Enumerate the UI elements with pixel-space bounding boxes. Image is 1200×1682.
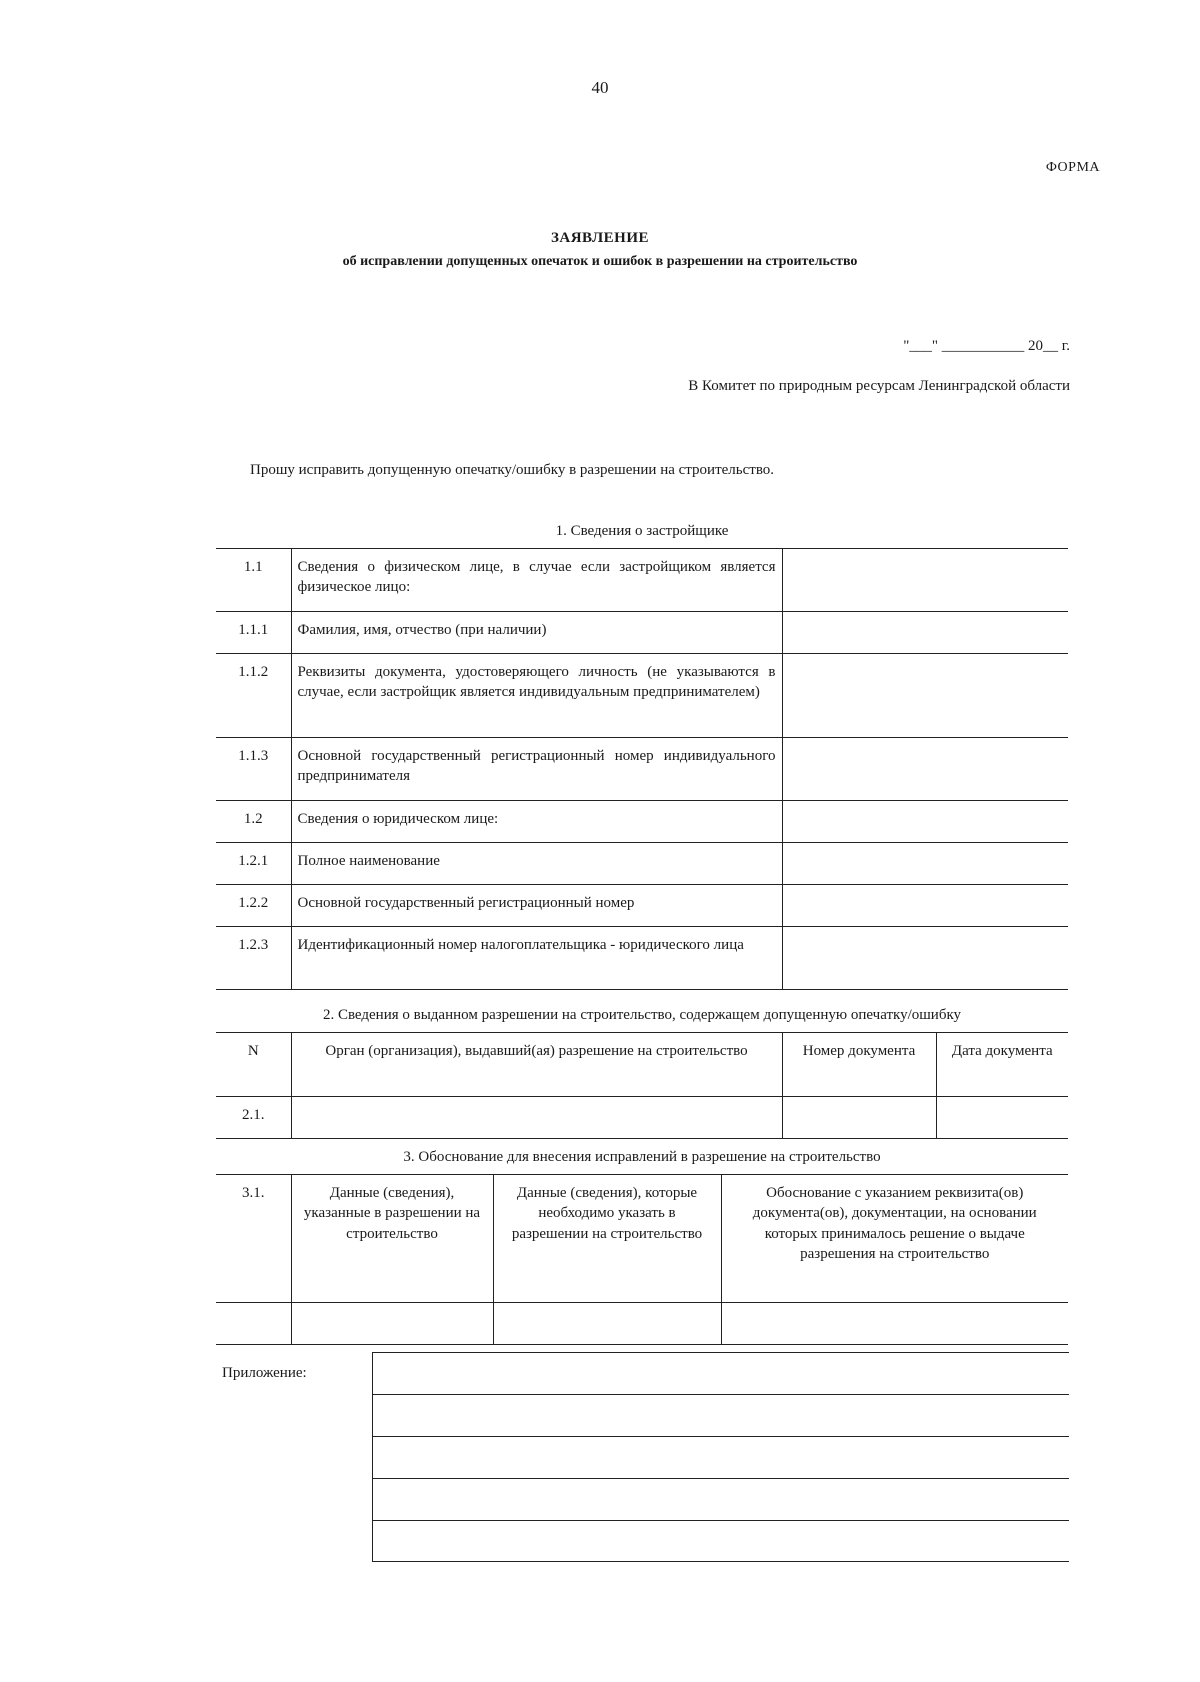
column-header: Номер документа (782, 1033, 936, 1097)
row-number: 1.2.3 (216, 927, 291, 990)
addressee: В Комитет по природным ресурсам Ленинградской области (688, 378, 1070, 394)
table-row (216, 549, 1068, 612)
table-row (216, 885, 1068, 927)
row-label: Реквизиты документа, удостоверяющего личность (не указываются в случае, если застройщик является индивидуальным предпринимателем) (291, 654, 782, 738)
doc-number-cell[interactable] (782, 1097, 936, 1139)
row-number: 1.2 (216, 801, 291, 843)
table-row (216, 1097, 1068, 1139)
column-header: Орган (организация), выдавший(ая) разрешение на строительство (291, 1033, 782, 1097)
doc-date-cell[interactable] (936, 1097, 1068, 1139)
section3-table (216, 1174, 1068, 1345)
row-value[interactable] (782, 843, 1068, 885)
table-row (216, 801, 1068, 843)
row-label: Сведения о физическом лице, в случае если застройщиком является физическое лицо: (291, 549, 782, 612)
attachment-line[interactable] (373, 1478, 1069, 1479)
table-row (216, 843, 1068, 885)
row-value[interactable] (782, 801, 1068, 843)
row-number: 1.2.1 (216, 843, 291, 885)
row-label: Сведения о юридическом лице: (291, 801, 782, 843)
row-number: 1.1.1 (216, 612, 291, 654)
column-header: Данные (сведения), которые необходимо указать в разрешении на строительство (493, 1175, 721, 1303)
document-title: ЗАЯВЛЕНИЕ (550, 230, 650, 246)
organ-cell[interactable] (291, 1097, 782, 1139)
row-number: 1.2.2 (216, 885, 291, 927)
section3-title: 3. Обоснование для внесения исправлений в разрешение на строительство (403, 1149, 881, 1165)
column-header: 3.1. (216, 1175, 291, 1303)
row-label: Фамилия, имя, отчество (при наличии) (291, 612, 782, 654)
row-value[interactable] (782, 612, 1068, 654)
required-data-cell[interactable] (493, 1303, 721, 1345)
row-number (216, 1303, 291, 1345)
row-value[interactable] (782, 654, 1068, 738)
row-value[interactable] (782, 549, 1068, 612)
form-label: ФОРМА (1045, 160, 1100, 175)
column-header: Обоснование с указанием реквизита(ов) документа(ов), документации, на основании которых принималось решение о выдаче разрешения на строительство (721, 1175, 1068, 1303)
row-number: 2.1. (216, 1097, 291, 1139)
document-subtitle: об исправлении допущенных опечаток и ошибок в разрешении на строительство (342, 254, 858, 269)
basis-cell[interactable] (721, 1303, 1068, 1345)
attachment-line[interactable] (373, 1352, 1069, 1353)
row-value[interactable] (782, 885, 1068, 927)
row-number: 1.1.2 (216, 654, 291, 738)
attachment-line[interactable] (373, 1520, 1069, 1521)
attachment-line[interactable] (373, 1561, 1069, 1562)
table-row (216, 927, 1068, 990)
row-number: 1.1 (216, 549, 291, 612)
row-label: Основной государственный регистрационный номер (291, 885, 782, 927)
row-label: Основной государственный регистрационный номер индивидуального предпринимателя (291, 738, 782, 801)
current-data-cell[interactable] (291, 1303, 493, 1345)
attachment-line[interactable] (373, 1394, 1069, 1395)
section2-table (216, 1032, 1068, 1139)
table-header-row (216, 1033, 1068, 1097)
table-row (216, 1303, 1068, 1345)
table-row (216, 654, 1068, 738)
attachment-lines (372, 1352, 1069, 1562)
section1-table (216, 548, 1068, 990)
request-text: Прошу исправить допущенную опечатку/ошибку в разрешении на строительство. (250, 462, 775, 478)
column-header: N (216, 1033, 291, 1097)
attachment-label: Приложение: (222, 1365, 307, 1381)
attachment-line[interactable] (373, 1436, 1069, 1437)
row-label: Полное наименование (291, 843, 782, 885)
table-row (216, 738, 1068, 801)
row-value[interactable] (782, 927, 1068, 990)
table-header-row (216, 1175, 1068, 1303)
page-number: 40 (591, 78, 609, 97)
column-header: Дата документа (936, 1033, 1068, 1097)
row-label: Идентификационный номер налогоплательщика - юридического лица (291, 927, 782, 990)
row-value[interactable] (782, 738, 1068, 801)
date-line: "___" ___________ 20__ г. (903, 338, 1070, 354)
row-number: 1.1.3 (216, 738, 291, 801)
section2-title: 2. Сведения о выданном разрешении на строительство, содержащем допущенную опечатку/ошибку (322, 1007, 962, 1023)
section1-title: 1. Сведения о застройщике (555, 523, 729, 539)
column-header: Данные (сведения), указанные в разрешении на строительство (291, 1175, 493, 1303)
table-row (216, 612, 1068, 654)
